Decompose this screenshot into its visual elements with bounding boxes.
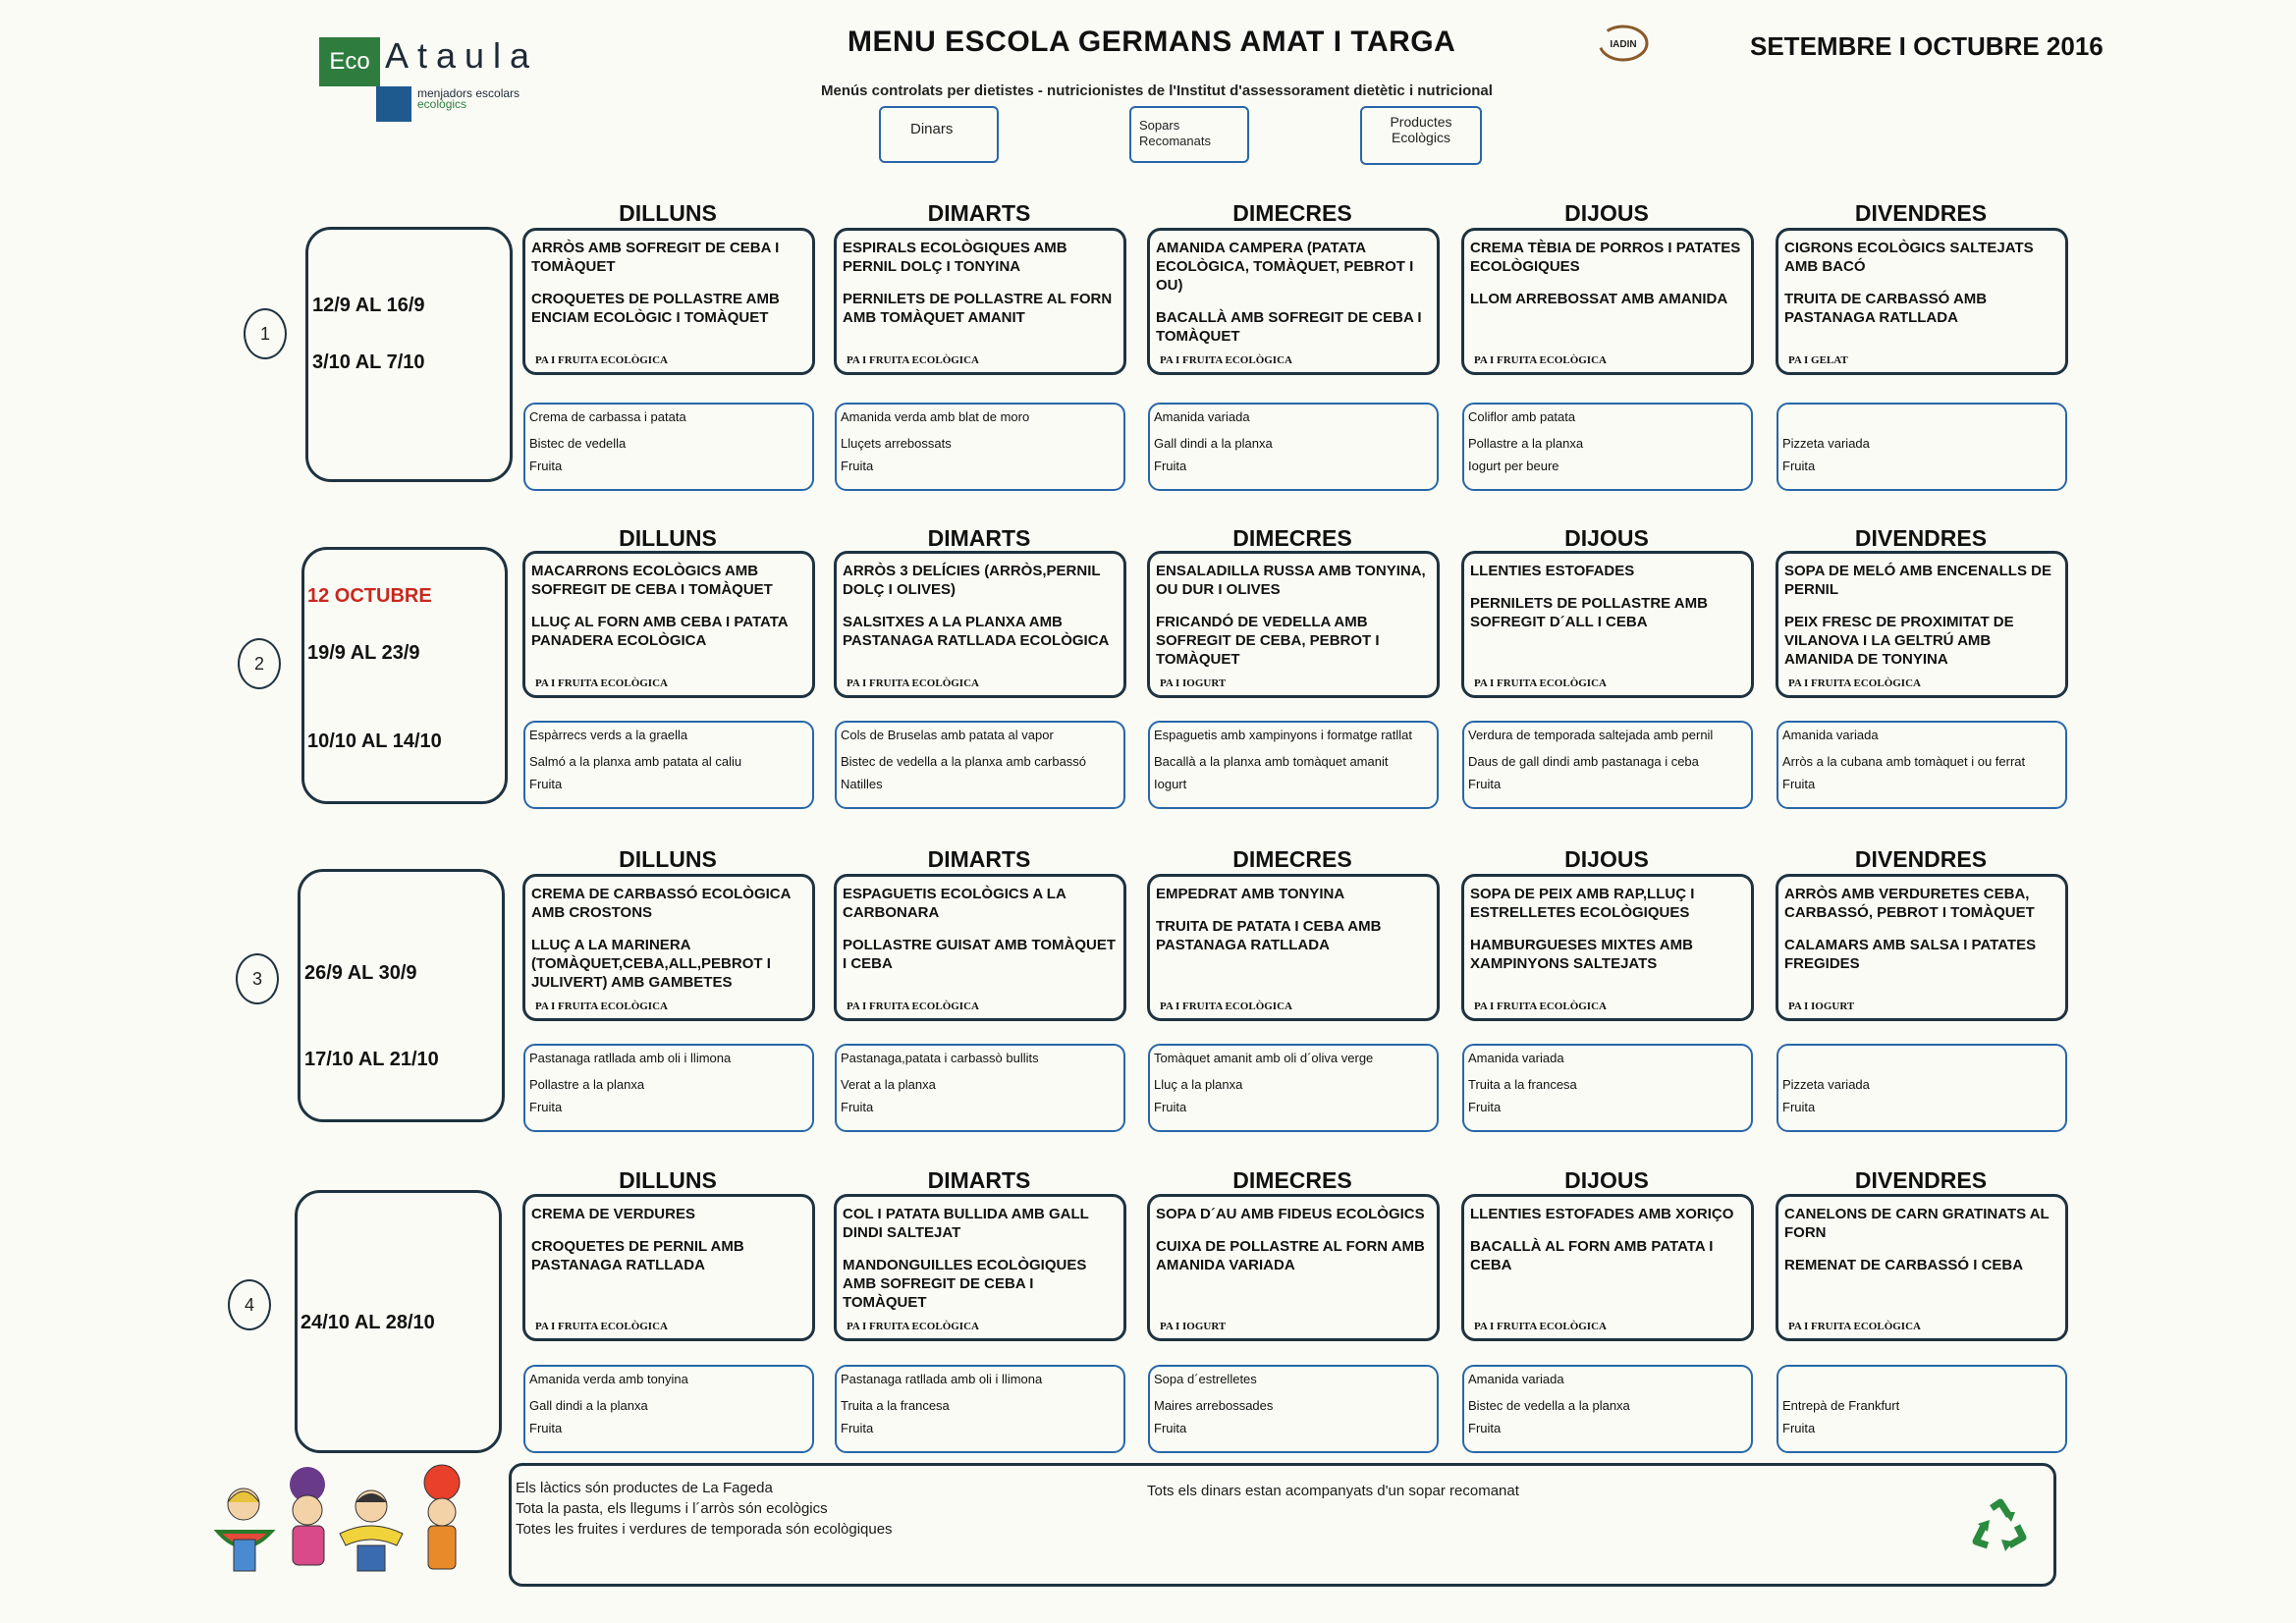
dinner-item: Pollastre a la planxa [1468,436,1584,451]
logo-sub-line2: ecològics [417,97,467,111]
lunch-first-course: CREMA TÈBIA DE PORROS I PATATES ECOLÒGIQUES [1470,240,1741,275]
lunch-menu-box [834,228,1126,375]
week-date-range: 26/9 AL 30/9 [304,962,417,984]
week-number-circle: 3 [236,953,279,1004]
dinner-item: Iogurt [1154,777,1187,791]
lunch-second-course: PEIX FRESC DE PROXIMITAT DE VILANOVA I LA GELTRÚ AMB AMANIDA DE TONYINA [1784,614,2014,668]
lunch-first-course: ESPIRALS ECOLÒGIQUES AMB PERNIL DOLÇ I TONYINA [843,240,1067,275]
lunch-first-course: AMANIDA CAMPERA (PATATA ECOLÒGICA, TOMÀQUET, PEBROT I OU) [1156,240,1414,294]
lunch-menu-box [834,1194,1126,1341]
dinner-item: Fruita [1154,459,1187,473]
dinner-suggestion-box [1148,721,1439,809]
dinner-suggestion-box [1148,1044,1439,1132]
dinner-item [1782,1050,2061,1066]
week-date-range: 24/10 AL 28/10 [301,1312,435,1333]
dinner-suggestion-box [523,1044,814,1132]
dinner-item: Maires arrebossades [1154,1398,1274,1413]
dinner-item: Bacallà a la planxa amb tomàquet amanit [1154,754,1389,769]
dinner-item: Gall dindi a la planxa [529,1398,648,1413]
lunch-extras: PA I FRUITA ECOLÒGICA [1160,354,1292,366]
dinner-item: Sopa d´estrelletes [1154,1372,1257,1386]
lunch-first-course: CIGRONS ECOLÒGICS SALTEJATS AMB BACÓ [1784,240,2034,275]
lunch-second-course: LLUÇ AL FORN AMB CEBA I PATATA PANADERA ECOLÒGICA [531,614,789,649]
dinner-item: Arròs a la cubana amb tomàquet i ou ferrat [1782,754,2026,769]
dinner-suggestion-box [835,1365,1125,1453]
dinner-item: Pastanaga,patata i carbassò bullits [841,1051,1039,1065]
lunch-extras: PA I FRUITA ECOLÒGICA [847,354,979,366]
lunch-first-course: ENSALADILLA RUSSA AMB TONYINA, OU DUR I OLIVES [1156,563,1426,598]
dinner-item: Truita a la francesa [1468,1077,1577,1092]
dinner-item: Pollastre a la planxa [529,1077,645,1092]
dinner-item: Truita a la francesa [841,1398,950,1413]
lunch-menu-box [1776,551,2068,698]
day-header-dilluns: DILLUNS [619,525,717,551]
page-subtitle: Menús controlats per dietistes - nutricionistes de l'Institut d'assessorament dietètic i nutricional [821,82,1493,99]
note-line-3: Totes les fruites i verdures de temporada són ecològiques [516,1521,893,1538]
lunch-second-course: LLOM ARREBOSSAT AMB AMANIDA [1470,291,1728,307]
note-line-2: Tota la pasta, els llegums i l´arròs són ecològics [516,1500,828,1517]
day-header-dilluns: DILLUNS [619,846,717,872]
lunch-extras: PA I IOGURT [1788,1001,1855,1012]
dinner-suggestion-box [1462,721,1753,809]
legend-sopars-line2: Recomanats [1139,134,1211,148]
notes-box [509,1463,2056,1587]
dinner-item: Lluçets arrebossats [841,436,952,451]
week-box [298,869,505,1122]
dinner-item: Fruita [1782,459,1816,473]
lunch-first-course: ESPAGUETIS ECOLÒGICS A LA CARBONARA [843,886,1066,921]
dinner-suggestion-box [1777,721,2067,809]
dinner-suggestion-box [835,1044,1125,1132]
lunch-second-course: TRUITA DE PATATA I CEBA AMB PASTANAGA RATLLADA [1156,918,1382,953]
dinner-item [1782,408,2061,425]
dinner-item: Amanida variada [1154,409,1250,424]
week-date-range: 19/9 AL 23/9 [307,642,420,664]
dinner-item: Verdura de temporada saltejada amb pernil [1468,728,1714,742]
logo-ataula-text: Ataula [385,35,539,76]
dinner-item: Fruita [1782,777,1816,791]
lunch-menu-box [522,551,815,698]
legend-sopars [1129,106,1249,163]
lunch-second-course: BACALLÀ AL FORN AMB PATATA I CEBA [1470,1238,1714,1273]
dinner-item: Amanida variada [1468,1372,1564,1386]
lunch-second-course: TRUITA DE CARBASSÓ AMB PASTANAGA RATLLADA [1784,291,1988,326]
lunch-extras: PA I FRUITA ECOLÒGICA [1160,1001,1292,1012]
lunch-menu-box [1461,228,1754,375]
dinner-item: Amanida variada [1782,728,1879,742]
dinner-item: Amanida verda amb tonyina [529,1372,688,1386]
dinner-item: Natilles [841,777,883,791]
dinner-item: Fruita [841,1100,874,1114]
lunch-second-course: REMENAT DE CARBASSÓ I CEBA [1784,1257,2024,1273]
lunch-second-course: FRICANDÓ DE VEDELLA AMB SOFREGIT DE CEBA, PEBROT I TOMÀQUET [1156,614,1380,668]
period-label: SETEMBRE I OCTUBRE 2016 [1750,31,2104,61]
week-date-range: 10/10 AL 14/10 [307,730,442,752]
dinner-item: Amanida variada [1468,1051,1564,1065]
lunch-second-course: HAMBURGUESES MIXTES AMB XAMPINYONS SALTEJATS [1470,937,1693,972]
logo-eco-block [319,37,380,86]
lunch-menu-box [834,551,1126,698]
lunch-extras: PA I IOGURT [1160,1321,1227,1332]
lunch-extras: PA I FRUITA ECOLÒGICA [535,1001,668,1012]
dinner-item: Fruita [841,459,874,473]
dinner-item: Fruita [1468,1421,1502,1435]
dinner-item: Pastanaga ratllada amb oli i llimona [841,1372,1043,1386]
dinner-item: Pastanaga ratllada amb oli i llimona [529,1051,732,1065]
day-header-divendres: DIVENDRES [1854,525,1988,551]
dinner-suggestion-box [523,1365,814,1453]
dinner-item: Fruita [1468,1100,1502,1114]
week-date-range: 12/9 AL 16/9 [312,295,425,316]
legend-productes-line2: Ecològics [1392,130,1450,145]
day-header-dilluns: DILLUNS [619,200,717,226]
legend-dinars-label: Dinars [910,121,954,137]
dinner-suggestion-box [1462,1365,1753,1453]
day-header-divendres: DIVENDRES [1854,200,1988,226]
logo-sub-line1: menjadors escolars [417,86,520,100]
logo-subtitle [417,88,519,110]
dinner-suggestion-box [1777,1365,2067,1453]
note-right: Tots els dinars estan acompanyats d'un sopar recomanat [1147,1483,1519,1499]
children-fruit-illustration-icon [214,1463,479,1581]
day-header-dimecres: DIMECRES [1232,200,1352,226]
dinner-suggestion-box [835,721,1125,809]
dinner-item: Fruita [1468,777,1502,791]
dinner-item: Fruita [1782,1421,1816,1435]
dinner-suggestion-box [1462,403,1753,491]
lunch-menu-box [1461,551,1754,698]
day-header-dimarts: DIMARTS [927,525,1031,551]
lunch-second-course: CUIXA DE POLLASTRE AL FORN AMB AMANIDA VARIADA [1156,1238,1425,1273]
logo-blue-square [376,86,411,122]
iadin-logo-icon [1594,22,1653,65]
dinner-suggestion-box [1148,403,1439,491]
lunch-first-course: SOPA DE PEIX AMB RAP,LLUÇ I ESTRELLETES ECOLÒGIQUES [1470,886,1695,921]
lunch-extras: PA I FRUITA ECOLÒGICA [1474,677,1607,689]
iadin-logo-text: IADIN [1610,39,1637,50]
lunch-second-course: PERNILETS DE POLLASTRE AL FORN AMB TOMÀQUET AMANIT [843,291,1113,326]
lunch-extras: PA I FRUITA ECOLÒGICA [1474,1321,1607,1332]
dinner-item: Fruita [529,1421,563,1435]
lunch-first-course: CREMA DE VERDURES [531,1206,695,1222]
lunch-second-course: PERNILETS DE POLLASTRE AMB SOFREGIT D´ALL I CEBA [1470,595,1708,630]
lunch-second-course: CROQUETES DE POLLASTRE AMB ENCIAM ECOLÒGIC I TOMÀQUET [531,291,780,326]
lunch-menu-box [1776,874,2068,1021]
lunch-menu-box [1461,874,1754,1021]
day-header-divendres: DIVENDRES [1854,846,1988,872]
legend-sopars-line1: Sopars [1139,118,1180,133]
logo-eco-text: Eco [329,48,370,75]
dinner-item: Lluç a la planxa [1154,1077,1243,1092]
dinner-item [1782,1371,2061,1387]
dinner-item: Fruita [1782,1100,1816,1114]
holiday-date: 12 OCTUBRE [307,585,432,607]
lunch-first-course: COL I PATATA BULLIDA AMB GALL DINDI SALTEJAT [843,1206,1089,1241]
dinner-item: Bistec de vedella a la planxa amb carbassó [841,754,1087,769]
week-number-circle: 4 [228,1279,271,1330]
legend-productes-line1: Productes [1390,114,1452,130]
lunch-first-course: ARRÒS 3 DELÍCIES (ARRÒS,PERNIL DOLÇ I OLIVES) [843,563,1101,598]
day-header-dijous: DIJOUS [1564,846,1649,872]
dinner-suggestion-box [1777,403,2067,491]
day-header-dimarts: DIMARTS [927,200,1031,226]
day-header-dimarts: DIMARTS [927,1167,1031,1193]
lunch-extras: PA I FRUITA ECOLÒGICA [535,677,668,689]
dinner-item: Verat a la planxa [841,1077,936,1092]
page-title: MENU ESCOLA GERMANS AMAT I TARGA [847,26,1456,58]
lunch-first-course: CANELONS DE CARN GRATINATS AL FORN [1784,1206,2050,1241]
dinner-item: Fruita [841,1421,874,1435]
lunch-menu-box [522,228,815,375]
lunch-extras: PA I GELAT [1788,354,1848,366]
dinner-item: Coliflor amb patata [1468,409,1576,424]
lunch-extras: PA I FRUITA ECOLÒGICA [1788,1321,1921,1332]
day-header-dimecres: DIMECRES [1232,846,1352,872]
dinner-suggestion-box [1777,1044,2067,1132]
lunch-extras: PA I FRUITA ECOLÒGICA [535,354,668,366]
lunch-second-course: POLLASTRE GUISAT AMB TOMÀQUET I CEBA [843,937,1117,972]
dinner-item: Bistec de vedella a la planxa [1468,1398,1630,1413]
lunch-first-course: LLENTIES ESTOFADES AMB XORIÇO [1470,1206,1734,1222]
week-date-range: 17/10 AL 21/10 [304,1049,439,1070]
lunch-menu-box [834,874,1126,1021]
day-header-dijous: DIJOUS [1564,200,1649,226]
day-header-dijous: DIJOUS [1564,525,1649,551]
lunch-second-course: CROQUETES DE PERNIL AMB PASTANAGA RATLLADA [531,1238,744,1273]
dinner-suggestion-box [523,721,814,809]
legend-dinars [879,106,999,163]
dinner-item: Fruita [529,459,563,473]
lunch-menu-box [1776,228,2068,375]
day-header-dilluns: DILLUNS [619,1167,717,1193]
lunch-extras: PA I IOGURT [1160,677,1227,689]
lunch-second-course: CALAMARS AMB SALSA I PATATES FREGIDES [1784,937,2037,972]
lunch-second-course: SALSITXES A LA PLANXA AMB PASTANAGA RATLLADA ECOLÒGICA [843,614,1110,649]
week-number-circle: 1 [244,308,287,359]
lunch-extras: PA I FRUITA ECOLÒGICA [1474,354,1607,366]
day-header-divendres: DIVENDRES [1854,1167,1988,1193]
legend-productes [1360,106,1482,165]
dinner-suggestion-box [1462,1044,1753,1132]
dinner-item: Iogurt per beure [1468,459,1559,473]
lunch-menu-box [1147,551,1440,698]
dinner-item: Pizzeta variada [1782,1077,1870,1092]
dinner-item: Fruita [1154,1100,1187,1114]
dinner-item: Tomàquet amanit amb oli d´oliva verge [1154,1051,1374,1065]
recycle-icon [1970,1498,2031,1553]
dinner-item: Espaguetis amb xampinyons i formatge ratllat [1154,728,1413,742]
lunch-extras: PA I FRUITA ECOLÒGICA [1474,1001,1607,1012]
lunch-first-course: EMPEDRAT AMB TONYINA [1156,886,1345,902]
note-line-1: Els làctics són productes de La Fageda [516,1480,773,1496]
lunch-first-course: CREMA DE CARBASSÓ ECOLÒGICA AMB CROSTONS [531,886,791,921]
lunch-menu-box [1461,1194,1754,1341]
lunch-first-course: LLENTIES ESTOFADES [1470,563,1635,579]
lunch-menu-box [1147,874,1440,1021]
lunch-second-course: MANDONGUILLES ECOLÒGIQUES AMB SOFREGIT DE CEBA I TOMÀQUET [843,1257,1087,1311]
lunch-extras: PA I FRUITA ECOLÒGICA [847,677,979,689]
lunch-second-course: LLUÇ A LA MARINERA (TOMÀQUET,CEBA,ALL,PEBROT I JULIVERT) AMB GAMBETES [531,937,771,991]
dinner-item: Fruita [529,777,563,791]
lunch-menu-box [522,874,815,1021]
lunch-menu-box [1147,228,1440,375]
dinner-item: Gall dindi a la planxa [1154,436,1273,451]
lunch-extras: PA I FRUITA ECOLÒGICA [535,1321,668,1332]
dinner-item: Pizzeta variada [1782,436,1870,451]
dinner-item: Espàrrecs verds a la graella [529,728,688,742]
day-header-dimecres: DIMECRES [1232,1167,1352,1193]
dinner-item: Amanida verda amb blat de moro [841,409,1030,424]
day-header-dijous: DIJOUS [1564,1167,1649,1193]
dinner-item: Crema de carbassa i patata [529,409,686,424]
dinner-suggestion-box [523,403,814,491]
dinner-item: Cols de Bruselas amb patata al vapor [841,728,1054,742]
lunch-first-course: SOPA DE MELÓ AMB ENCENALLS DE PERNIL [1784,563,2051,598]
dinner-item: Fruita [1154,1421,1187,1435]
day-header-dimarts: DIMARTS [927,846,1031,872]
lunch-first-course: ARRÒS AMB VERDURETES CEBA, CARBASSÓ, PEBROT I TOMÀQUET [1784,886,2035,921]
week-number-circle: 2 [238,638,281,689]
dinner-item: Bistec de vedella [529,436,627,451]
lunch-first-course: MACARRONS ECOLÒGICS AMB SOFREGIT DE CEBA I TOMÀQUET [531,563,773,598]
dinner-item: Fruita [529,1100,563,1114]
lunch-second-course: BACALLÀ AMB SOFREGIT DE CEBA I TOMÀQUET [1156,309,1422,345]
lunch-extras: PA I FRUITA ECOLÒGICA [1788,677,1921,689]
dinner-item: Daus de gall dindi amb pastanaga i ceba [1468,754,1699,769]
dinner-suggestion-box [1148,1365,1439,1453]
lunch-extras: PA I FRUITA ECOLÒGICA [847,1321,979,1332]
lunch-first-course: ARRÒS AMB SOFREGIT DE CEBA I TOMÀQUET [531,240,780,275]
dinner-item: Entrepà de Frankfurt [1782,1398,1900,1413]
lunch-first-course: SOPA D´AU AMB FIDEUS ECOLÒGICS [1156,1206,1425,1222]
dinner-item: Salmó a la planxa amb patata al caliu [529,754,742,769]
week-date-range: 3/10 AL 7/10 [312,352,425,373]
lunch-extras: PA I FRUITA ECOLÒGICA [847,1001,979,1012]
day-header-dimecres: DIMECRES [1232,525,1352,551]
dinner-suggestion-box [835,403,1125,491]
lunch-menu-box [522,1194,815,1341]
lunch-menu-box [1776,1194,2068,1341]
lunch-menu-box [1147,1194,1440,1341]
